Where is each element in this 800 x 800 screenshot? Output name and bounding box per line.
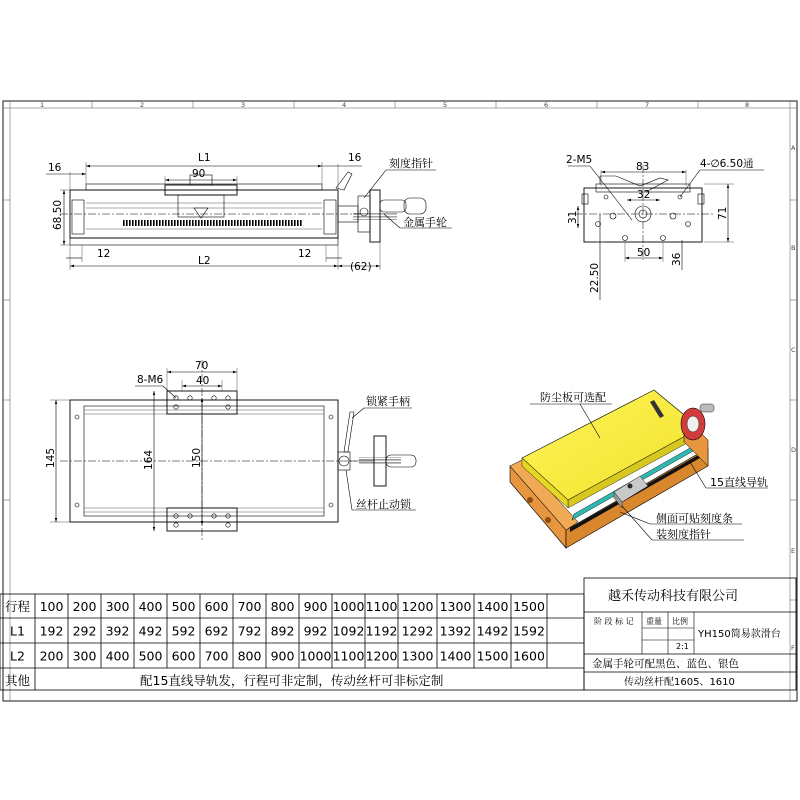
iso-view [510, 390, 768, 548]
table-cell: 1300 [439, 599, 472, 614]
table-cell: 1292 [401, 623, 434, 639]
dim-71: 71 [717, 206, 729, 220]
table-cell: 600 [204, 599, 229, 614]
callout-lock-handle: 锁紧手柄 [366, 395, 410, 408]
dim-2-m5: 2-M5 [566, 154, 593, 166]
table-cell: 800 [270, 599, 295, 614]
table-cell: 1200 [401, 599, 434, 614]
col-tick-8: 8 [745, 101, 750, 109]
table-cell: 900 [303, 599, 328, 614]
row-tick-a: A [791, 144, 796, 152]
table-cell: 1000 [299, 648, 332, 664]
table-cell: 200 [72, 599, 97, 614]
table-cell: 1392 [439, 623, 472, 639]
dim-32: 32 [637, 189, 651, 201]
callout-screw-lock: 丝杆止动锁 [356, 498, 411, 511]
dim-68-50: 68.50 [52, 199, 64, 230]
row-tick-e: E [791, 547, 796, 555]
dim-12-right: 12 [298, 248, 312, 260]
col-tick-1: 1 [40, 101, 45, 109]
dim-70: 70 [195, 360, 209, 372]
side-view [566, 154, 764, 300]
table-cell: 992 [303, 623, 328, 639]
dim-16-left: 16 [48, 162, 62, 174]
dim-36: 36 [671, 252, 683, 266]
row-tick-f: F [791, 644, 795, 652]
table-cell: 792 [237, 623, 262, 639]
dim-164: 164 [143, 449, 155, 470]
col-tick-5: 5 [443, 101, 448, 109]
table-cell: 892 [270, 623, 295, 639]
note-screw: 传动丝杆配1605、1610 [624, 677, 735, 688]
other-note: 配15直线导轨发，行程可非定制，传动丝杆可非标定制 [140, 673, 444, 688]
callout-rail: 15直线导轨 [710, 476, 768, 489]
scale-value: 2:1 [676, 642, 689, 651]
note-handwheel-colors: 金属手轮可配黑色、蓝色、银色 [592, 658, 739, 670]
row-label-2: L2 [10, 648, 25, 664]
spec-table [0, 594, 584, 690]
table-cell: 1600 [513, 648, 545, 664]
table-cell: 192 [39, 623, 64, 639]
title-block [584, 578, 796, 690]
dim-12-left: 12 [97, 248, 111, 260]
table-cell: 492 [138, 623, 163, 639]
dim-hole: 4-∅6.50通 [700, 158, 754, 170]
table-cell: 1300 [401, 648, 434, 664]
table-cell: 1400 [476, 599, 509, 614]
table-cell: 1500 [476, 648, 509, 664]
table-cell: 592 [171, 623, 196, 639]
col-tick-7: 7 [645, 101, 650, 109]
product-name: YH150简易款滑台 [698, 629, 781, 640]
table-cell: 1100 [365, 599, 398, 614]
table-cell: 1592 [513, 623, 545, 639]
row-tick-c: C [791, 346, 796, 354]
callout-dust-cover: 防尘板可选配 [540, 391, 606, 404]
table-cell: 392 [105, 623, 130, 639]
scale-label: 比例 [672, 617, 688, 626]
dim-22-50: 22.50 [589, 262, 601, 293]
table-cell: 900 [270, 648, 295, 664]
callout-pointer: 刻度指针 [389, 157, 433, 170]
dim-83: 83 [636, 161, 650, 173]
dim-31: 31 [567, 210, 579, 224]
company-name: 越禾传动科技有限公司 [608, 589, 739, 604]
table-cell: 1000 [332, 599, 365, 614]
table-cell: 500 [138, 648, 163, 664]
col-tick-6: 6 [544, 101, 549, 109]
dim-50: 50 [637, 247, 651, 259]
col-tick-3: 3 [241, 101, 246, 109]
table-cell: 1500 [513, 599, 545, 614]
dim-16-right: 16 [348, 152, 362, 164]
row-tick-b: B [791, 244, 796, 252]
dim-145: 145 [45, 447, 57, 468]
col-tick-4: 4 [342, 101, 347, 109]
dim-8-m6: 8-M6 [137, 374, 164, 386]
table-cell: 300 [105, 599, 130, 614]
col-tick-2: 2 [140, 101, 145, 109]
dim-150: 150 [191, 447, 203, 468]
table-cell: 1092 [332, 623, 365, 639]
front-scale-strip [122, 220, 302, 226]
callout-pointer-iso: 装刻度指针 [656, 528, 711, 541]
table-cell: 692 [204, 623, 229, 639]
row-label-1: L1 [10, 623, 25, 639]
stage-mark: 阶 段 标 记 [594, 617, 634, 626]
callout-scale-strip: 侧面可贴刻度条 [656, 512, 733, 525]
table-cell: 400 [105, 648, 130, 664]
dim-40: 40 [196, 375, 210, 387]
row-label-0: 行程 [4, 599, 31, 614]
row-label-other: 其他 [5, 673, 31, 688]
weight-label: 重量 [646, 617, 662, 626]
top-view [45, 360, 416, 540]
table-cell: 1100 [332, 648, 365, 664]
callout-handwheel: 金属手轮 [403, 216, 447, 229]
dim-l1: L1 [198, 152, 211, 164]
table-cell: 500 [171, 599, 196, 614]
front-view [46, 152, 452, 273]
dim-62: (62) [350, 261, 372, 273]
table-cell: 1192 [365, 623, 398, 639]
row-tick-d: D [791, 446, 797, 454]
table-cell: 600 [171, 648, 196, 664]
table-cell: 100 [39, 599, 64, 614]
table-cell: 1200 [365, 648, 398, 664]
table-cell: 400 [138, 599, 163, 614]
table-cell: 200 [39, 648, 64, 664]
table-cell: 1400 [439, 648, 472, 664]
table-cell: 292 [72, 623, 97, 639]
table-cell: 700 [204, 648, 229, 664]
table-cell: 800 [237, 648, 262, 664]
dim-90: 90 [192, 168, 206, 180]
dim-l2: L2 [198, 255, 211, 267]
table-cell: 300 [72, 648, 97, 664]
table-cell: 1492 [476, 623, 509, 639]
table-cell: 700 [237, 599, 262, 614]
